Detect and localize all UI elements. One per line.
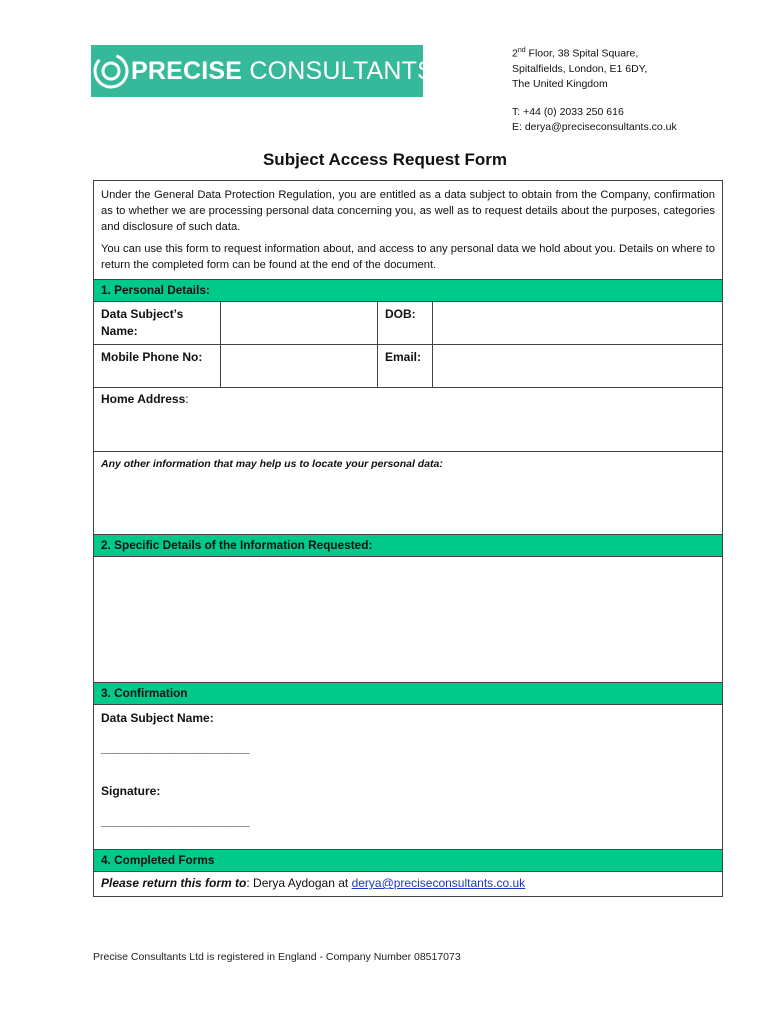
mobile-phone-field[interactable]	[221, 345, 378, 387]
phone-email-row	[94, 345, 722, 388]
email-field[interactable]	[433, 345, 722, 387]
return-instructions	[94, 872, 722, 896]
home-address-field[interactable]: Home Address:	[94, 388, 722, 452]
mobile-phone-label: Mobile Phone No:	[94, 345, 221, 387]
signature-line[interactable]: ________________________	[101, 814, 250, 828]
other-info-label: Any other information that may help us to locate your personal data:	[101, 458, 443, 470]
request-form	[93, 180, 723, 897]
logo-wordmark: PRECISE CONSULTANTS	[131, 56, 434, 85]
specific-details-field[interactable]	[94, 557, 722, 682]
address-line-2: Spitalfields, London, E1 6DY,	[512, 62, 648, 75]
email-label: Email:	[378, 345, 433, 387]
subject-name-field[interactable]	[221, 302, 378, 344]
dob-field[interactable]	[433, 302, 722, 344]
name-dob-row	[94, 302, 722, 345]
section-specific-details-heading: 2. Specific Details of the Information Requested:	[94, 535, 722, 557]
other-info-field[interactable]	[94, 452, 722, 535]
intro-paragraph-1: Under the General Data Protection Regulation, you are entitled as a data subject to obtain from the Company, confirmation as to whether we are processing personal data concerning you, as well as to request details about the purposes, categories and disclosure of such data.	[101, 189, 715, 233]
subject-name-label: Data Subject’s Name:	[94, 302, 221, 344]
address-line-3: The United Kingdom	[512, 77, 608, 90]
footer-registration: Precise Consultants Ltd is registered in England - Company Number 08517073	[93, 951, 461, 963]
phone-number: T: +44 (0) 2033 250 616	[512, 105, 624, 118]
confirm-name-line[interactable]: ________________________	[101, 741, 250, 755]
home-address-label: Home Address	[101, 392, 186, 406]
circular-arrow-logo-icon	[91, 45, 131, 97]
confirmation-block	[94, 705, 722, 849]
section-confirmation-heading: 3. Confirmation	[94, 682, 722, 705]
confirm-name-label: Data Subject Name:	[101, 711, 214, 725]
section-personal-details-heading: 1. Personal Details:	[94, 279, 722, 302]
company-address	[512, 43, 677, 135]
contact-email: E: derya@preciseconsultants.co.uk	[512, 120, 677, 133]
intro-paragraph-2: You can use this form to request information about, and access to any personal data we hold about you. Details on where to return the completed form can be found at the end of the document.	[101, 243, 715, 271]
signature-label: Signature:	[101, 784, 161, 798]
section-completed-forms-heading: 4. Completed Forms	[94, 849, 722, 872]
intro-text	[94, 181, 722, 279]
return-text: : Derya Aydogan at	[246, 876, 352, 890]
return-label: Please return this form to	[101, 876, 247, 890]
address-line-1: 2nd Floor, 38 Spital Square,	[512, 47, 639, 60]
page-title: Subject Access Request Form	[262, 150, 508, 169]
dob-label: DOB:	[378, 302, 433, 344]
return-email-link[interactable]: derya@preciseconsultants.co.uk	[351, 876, 526, 890]
company-logo	[91, 45, 434, 97]
